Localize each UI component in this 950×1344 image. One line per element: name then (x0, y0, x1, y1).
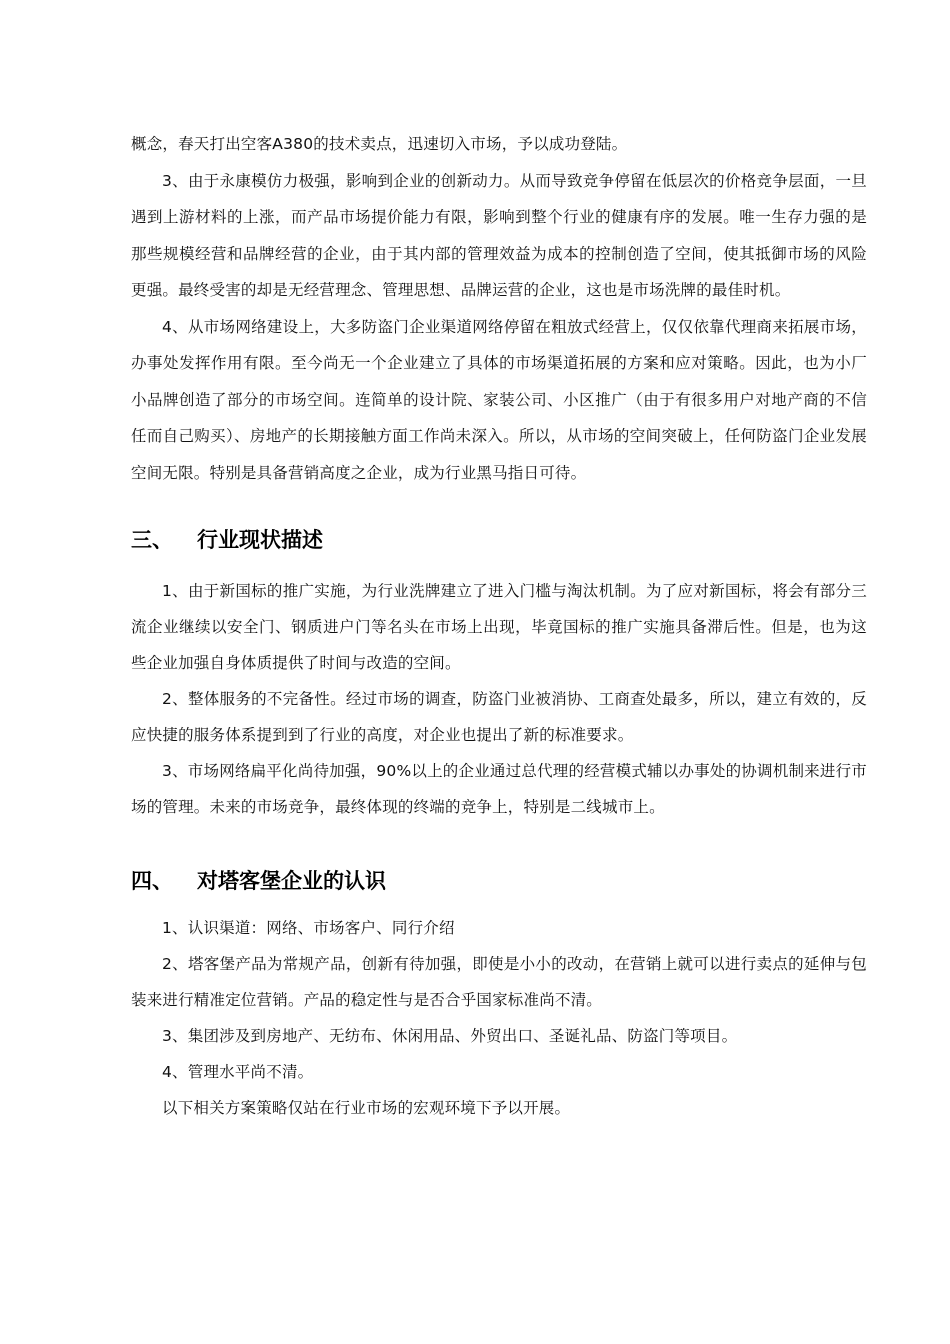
body-paragraph: 2、整体服务的不完备性。经过市场的调查，防盗门业被消协、工商查处最多，所以，建立有效的，反应快捷的服务体系提到到了行业的高度，对企业也提出了新的标准要求。 (131, 690, 867, 744)
body-paragraph: 4、从市场网络建设上，大多防盗门企业渠道网络停留在粗放式经营上，仅仅依靠代理商来拓展市场，办事处发挥作用有限。至今尚无一个企业建立了具体的市场渠道拓展的方案和应对策略。因此，也为小厂小品牌创造了部分的市场空间。连简单的设计院、家装公司、小区推广（由于有很多用户对地产商的不信任而自己购买）、房地产的长期接触方面工作尚未深入。所以，从市场的空间突破上，任何防盗门企业发展空间无限。特别是具备营销高度之企业，成为行业黑马指日可待。 (131, 317, 867, 482)
section-number: 四、 (131, 869, 173, 893)
section-heading (131, 525, 867, 555)
body-paragraph: 以下相关方案策略仅站在行业市场的宏观环境下予以开展。 (162, 1099, 571, 1117)
body-paragraph: 概念，春天打出空客A380的技术卖点，迅速切入市场，予以成功登陆。 (131, 135, 628, 153)
document-body (131, 126, 867, 1126)
section-title: 对塔客堡企业的认识 (197, 869, 386, 893)
body-paragraph: 2、塔客堡产品为常规产品，创新有待加强，即使是小小的改动，在营销上就可以进行卖点的延伸与包装来进行精准定位营销。产品的稳定性与是否合乎国家标准尚不清。 (131, 955, 867, 1009)
body-paragraph: 3、由于永康模仿力极强，影响到企业的创新动力。从而导致竞争停留在低层次的价格竞争层面，一旦遇到上游材料的上涨，而产品市场提价能力有限，影响到整个行业的健康有序的发展。唯一生存力强的是那些规模经营和品牌经营的企业，由于其内部的管理效益为成本的控制创造了空间，使其抵御市场的风险更强。最终受害的却是无经营理念、管理思想、品牌运营的企业，这也是市场洗牌的最佳时机。 (131, 171, 867, 299)
body-paragraph: 1、由于新国标的推广实施，为行业洗牌建立了进入门槛与淘汰机制。为了应对新国标，将会有部分三流企业继续以安全门、钢质进户门等名头在市场上出现，毕竟国标的推广实施具备滞后性。但是，也为这些企业加强自身体质提供了时间与改造的空间。 (131, 582, 867, 672)
section-title: 行业现状描述 (197, 528, 323, 552)
body-paragraph: 3、市场网络扁平化尚待加强，90%以上的企业通过总代理的经营模式辅以办事处的协调机制来进行市场的管理。未来的市场竞争，最终体现的终端的竞争上，特别是二线城市上。 (131, 762, 867, 816)
section-number: 三、 (131, 528, 173, 552)
body-paragraph: 1、认识渠道：网络、市场客户、同行介绍 (162, 919, 455, 937)
body-paragraph: 3、集团涉及到房地产、无纺布、休闲用品、外贸出口、圣诞礼品、防盗门等项目。 (162, 1027, 738, 1045)
body-paragraph: 4、管理水平尚不清。 (162, 1063, 314, 1081)
section-heading (131, 866, 867, 896)
